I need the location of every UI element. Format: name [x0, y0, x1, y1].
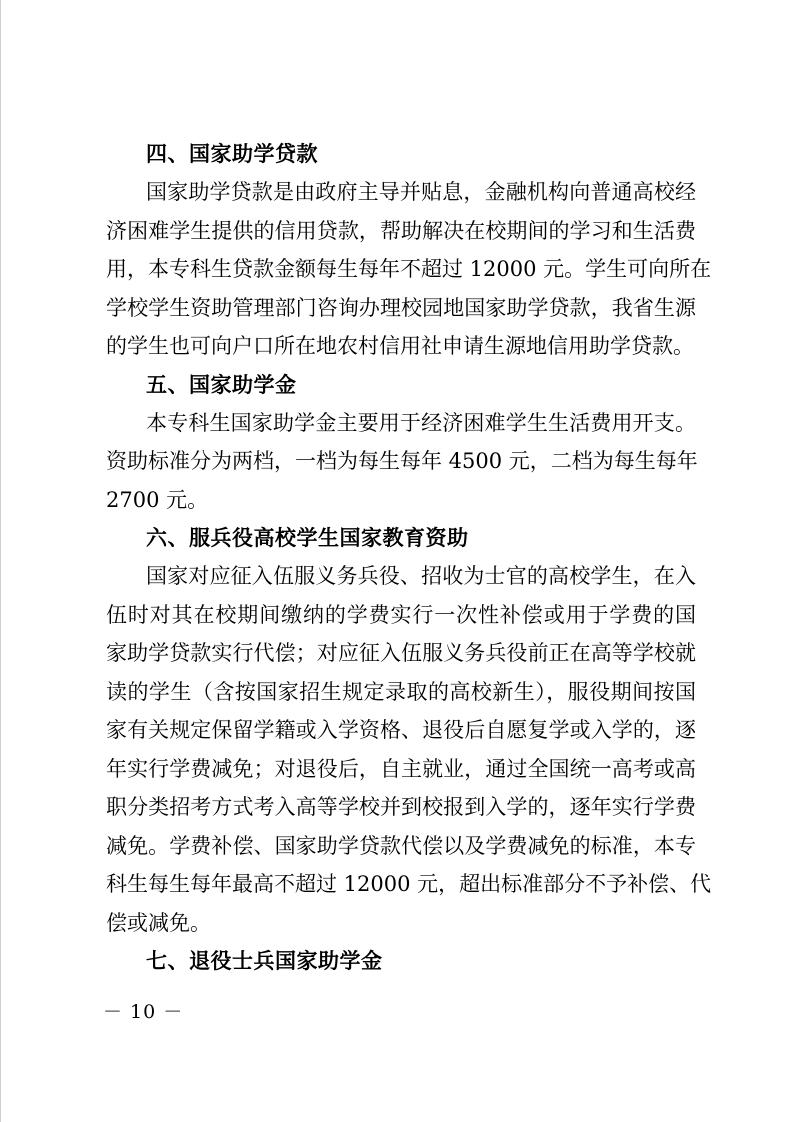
- section-heading: 六、服兵役高校学生国家教育资助: [146, 526, 469, 550]
- section-heading: 五、国家助学金: [146, 372, 297, 397]
- paragraph-line: 读的学生（含按国家招生规定录取的高校新生），服役期间按国: [106, 679, 696, 704]
- paragraph-line: 家有关规定保留学籍或入学资格、退役后自愿复学或入学的，逐: [106, 718, 696, 742]
- page-number: － 10 －: [103, 1001, 184, 1023]
- section-military-service-aid: [106, 519, 712, 942]
- paragraph-line: 年实行学费减免；对退役后，自主就业，通过全国统一高考或高: [106, 756, 696, 781]
- paragraph-line: 济困难学生提供的信用贷款，帮助解决在校期间的学习和生活费: [106, 218, 696, 243]
- paragraph-line: 资助标准分为两档，一档为每生每年 4500 元，二档为每生每年: [106, 449, 698, 473]
- section-national-grant: [106, 366, 696, 520]
- paragraph-line: 家助学贷款实行代偿；对应征入伍服义务兵役前正在高等学校就: [106, 641, 696, 665]
- paragraph-line: 国家对应征入伍服义务兵役、招收为士官的高校学生，在入: [146, 564, 696, 588]
- paragraph-line: 科生每生每年最高不超过 12000 元，超出标准部分不予补偿、代: [106, 872, 712, 896]
- section-heading: 七、退役士兵国家助学金: [146, 949, 383, 973]
- paragraph-line: 的学生也可向户口所在地农村信用社申请生源地信用助学贷款。: [106, 334, 694, 358]
- paragraph-line: 2700 元。: [106, 487, 209, 512]
- section-national-student-loan: [106, 135, 712, 366]
- paragraph-line: 职分类招考方式考入高等学校并到校报到入学的，逐年实行学费: [106, 795, 696, 819]
- paragraph-line: 偿或减免。: [106, 910, 211, 935]
- paragraph-line: 用，本专科生贷款金额每生每年不超过 12000 元。学生可向所在: [106, 257, 712, 281]
- paragraph-line: 国家助学贷款是由政府主导并贴息，金融机构向普通高校经: [146, 180, 696, 204]
- paragraph-line: 本专科生国家助学金主要用于经济困难学生生活费用开支。: [146, 410, 696, 435]
- section-veteran-grant: [106, 942, 696, 980]
- section-heading: 四、国家助学贷款: [146, 142, 318, 166]
- paragraph-line: 减免。学费补偿、国家助学贷款代偿以及学费减免的标准，本专: [106, 833, 696, 858]
- paragraph-line: 学校学生资助管理部门咨询办理校园地国家助学贷款，我省生源: [106, 295, 696, 320]
- document-body: [106, 135, 712, 980]
- paragraph-line: 伍时对其在校期间缴纳的学费实行一次性补偿或用于学费的国: [106, 602, 696, 627]
